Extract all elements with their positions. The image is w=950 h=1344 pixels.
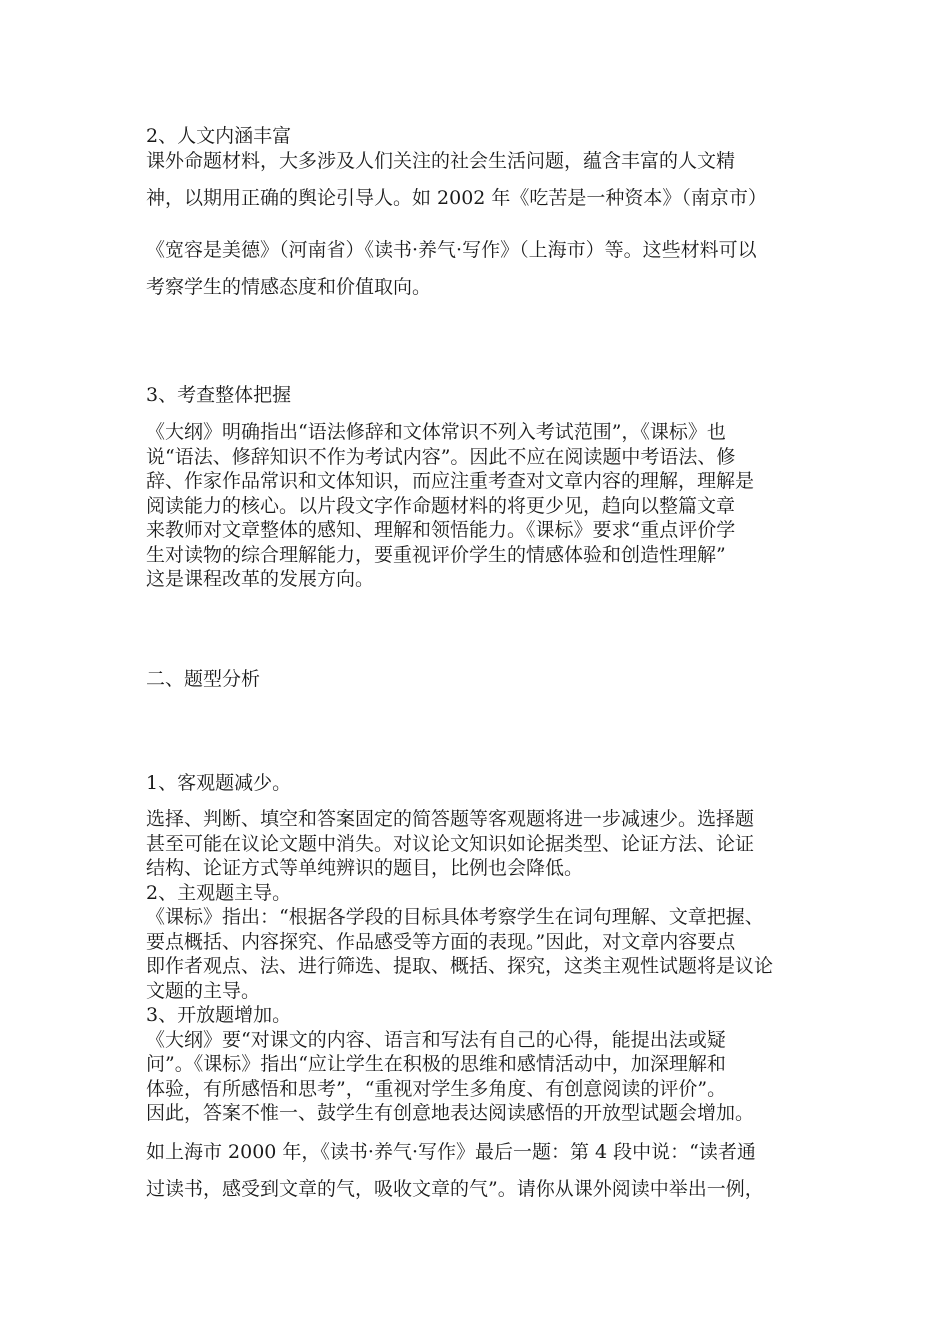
section-2-line: 课外命题材料，大多涉及人们关注的社会生活问题，蕴含丰富的人文精 [146, 149, 736, 172]
item-3-line: 问”。《课标》指出“应让学生在积极的思维和感情活动中，加深理解和 [146, 1053, 726, 1075]
item-3-example-line: 如上海市 2000 年，《读书·养气·写作》最后一题：第 4 段中说：“读者通 [146, 1141, 756, 1163]
item-3-line: 体验，有所感悟和思考”，“重视对学生多角度、有创意阅读的评价”。 [146, 1077, 727, 1100]
item-1-line: 选择、判断、填空和答案固定的简答题等客观题将进一步减速少。选择题 [146, 808, 755, 830]
item-1-line: 甚至可能在议论文题中消失。对议论文知识如论据类型、论证方法、论证 [146, 832, 755, 855]
section-3-line: 生对读物的综合理解能力，要重视评价学生的情感体验和创造性理解” [146, 543, 726, 566]
section-3-line: 阅读能力的核心。以片段文字作命题材料的将更少见，趋向以整篇文章 [146, 494, 736, 517]
item-2-line: 文题的主导。 [146, 979, 261, 1002]
item-3-example [146, 1134, 816, 1208]
section-2-continued [146, 232, 816, 306]
item-2-line: 即作者观点、法、进行筛选、提取、概括、探究，这类主观性试题将是议论 [146, 955, 774, 977]
item-2-line: 《课标》指出：“根据各学段的目标具体考察学生在词句理解、文章把握、 [146, 906, 764, 928]
section-2-line: 《宽容是美德》（河南省）《读书·养气·写作》（上海市）等。这些材料可以 [146, 239, 757, 261]
item-1-paragraph [146, 807, 816, 1126]
item-3-line: 《大纲》要“对课文的内容、语言和写法有自己的心得，能提出法或疑 [146, 1028, 726, 1051]
section-3-line: 《大纲》明确指出“语法修辞和文体常识不列入考试范围”，《课标》也 [146, 421, 726, 443]
item-3-line: 因此，答案不惟一、鼓学生有创意地表达阅读感悟的开放型试题会增加。 [146, 1102, 755, 1124]
section-2-continued [146, 180, 816, 217]
section-2-line: 考察学生的情感态度和价值取向。 [146, 276, 432, 298]
item-3-heading: 3、开放题增加。 [146, 1004, 292, 1026]
section-3-heading: 3、考查整体把握 [146, 384, 292, 406]
item-3-example-line: 过读书，感受到文章的气，吸收文章的气”。请你从课外阅读中举出一例， [146, 1178, 764, 1200]
item-2-line: 要点概括、内容探究、作品感受等方面的表现。”因此，对文章内容要点 [146, 930, 736, 953]
item-1-heading: 1、客观题减少。 [146, 772, 292, 794]
section-3-line: 这是课程改革的发展方向。 [146, 568, 375, 590]
item-2-heading: 2、主观题主导。 [146, 881, 292, 904]
item-1-line: 结构、论证方式等单纯辨识的题目，比例也会降低。 [146, 857, 584, 879]
section-3-line: 来教师对文章整体的感知、理解和领悟能力。《课标》要求“重点评价学 [146, 519, 736, 541]
part-2-heading: 二、题型分析 [146, 668, 261, 690]
section-3-line: 辞、作家作品常识和文体知识，而应注重考查对文章内容的理解，理解是 [146, 470, 755, 492]
section-2-paragraph [146, 124, 816, 173]
section-2-heading: 2、人文内涵丰富 [146, 125, 292, 147]
section-2-line: 神，以期用正确的舆论引导人。如 2002 年《吃苦是一种资本》（南京市） [146, 187, 767, 209]
section-3-paragraph [146, 420, 816, 592]
section-3-line: 说“语法、修辞知识不作为考试内容”。因此不应在阅读题中考语法、修 [146, 445, 736, 468]
